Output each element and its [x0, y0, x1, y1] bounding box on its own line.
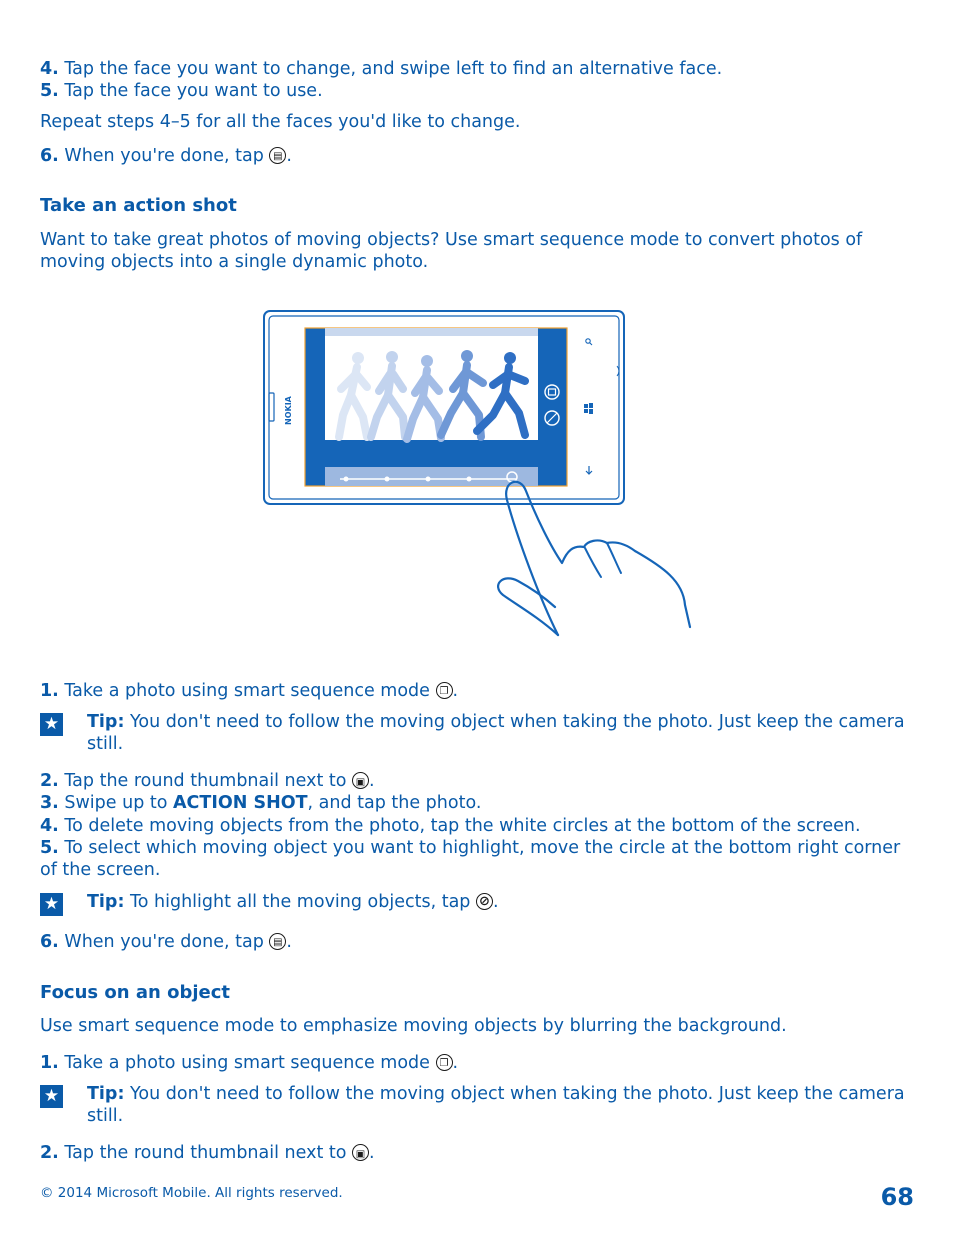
- camera-save-icon: [269, 933, 286, 950]
- object-toggle-circle: [385, 477, 390, 482]
- page-number: 68: [880, 1183, 914, 1211]
- copyright: © 2014 Microsoft Mobile. All rights reserved.: [40, 1185, 343, 1201]
- brand-logo: NOKIA: [284, 396, 293, 425]
- phone-illustration: [255, 305, 705, 650]
- step-5b: 5. To select which moving object you want to highlight, move the circle at the bottom right corner of the screen.: [40, 838, 901, 880]
- thumbnail-icon: [352, 772, 369, 789]
- camera-save-icon: [269, 147, 286, 164]
- repeat-text: Repeat steps 4–5 for all the faces you'd like to change.: [40, 112, 521, 132]
- step-2c: 2. Tap the round thumbnail next to ▣.: [40, 1142, 375, 1164]
- step-5: 5. Tap the face you want to use.: [40, 81, 323, 101]
- section-intro-focus: Use smart sequence mode to emphasize moving objects by blurring the background.: [40, 1016, 787, 1036]
- tip-3: Tip: You don't need to follow the moving object when taking the photo. Just keep the camera still.: [87, 1084, 905, 1126]
- smart-sequence-icon: [436, 682, 453, 699]
- step-4: 4. Tap the face you want to change, and swipe left to find an alternative face.: [40, 59, 723, 79]
- step-6b: 6. When you're done, tap ▤.: [40, 931, 292, 953]
- section-heading-action-shot: Take an action shot: [40, 195, 237, 216]
- step-2: 2. Tap the round thumbnail next to ▣.: [40, 770, 375, 792]
- tip-star-icon: ★: [40, 713, 63, 736]
- section-heading-focus: Focus on an object: [40, 982, 230, 1003]
- object-toggle-circle: [344, 477, 349, 482]
- step-3: 3. Swipe up to ACTION SHOT, and tap the photo.: [40, 793, 482, 813]
- object-toggle-circle: [426, 477, 431, 482]
- tip-star-icon: ★: [40, 893, 63, 916]
- tip-1: Tip: You don't need to follow the moving object when taking the photo. Just keep the camera still.: [87, 712, 905, 754]
- step-4b: 4. To delete moving objects from the photo, tap the white circles at the bottom of the screen.: [40, 816, 861, 836]
- highlight-all-icon: [476, 893, 493, 910]
- tip-star-icon: ★: [40, 1085, 63, 1108]
- object-toggle-circle: [467, 477, 472, 482]
- thumbnail-icon: [352, 1144, 369, 1161]
- thumbnail-strip: [325, 467, 538, 486]
- tip-2: Tip: To highlight all the moving objects, tap ⊘.: [87, 891, 917, 913]
- step-1: 1. Take a photo using smart sequence mode ❐.: [40, 680, 458, 702]
- smart-sequence-icon: [436, 1054, 453, 1071]
- step-6: 6. When you're done, tap ▤.: [40, 145, 292, 167]
- step-1c: 1. Take a photo using smart sequence mode ❐.: [40, 1052, 458, 1074]
- section-intro-action-shot: Want to take great photos of moving objects? Use smart sequence mode to convert photos of moving objects into a single dynamic photo.: [40, 230, 863, 272]
